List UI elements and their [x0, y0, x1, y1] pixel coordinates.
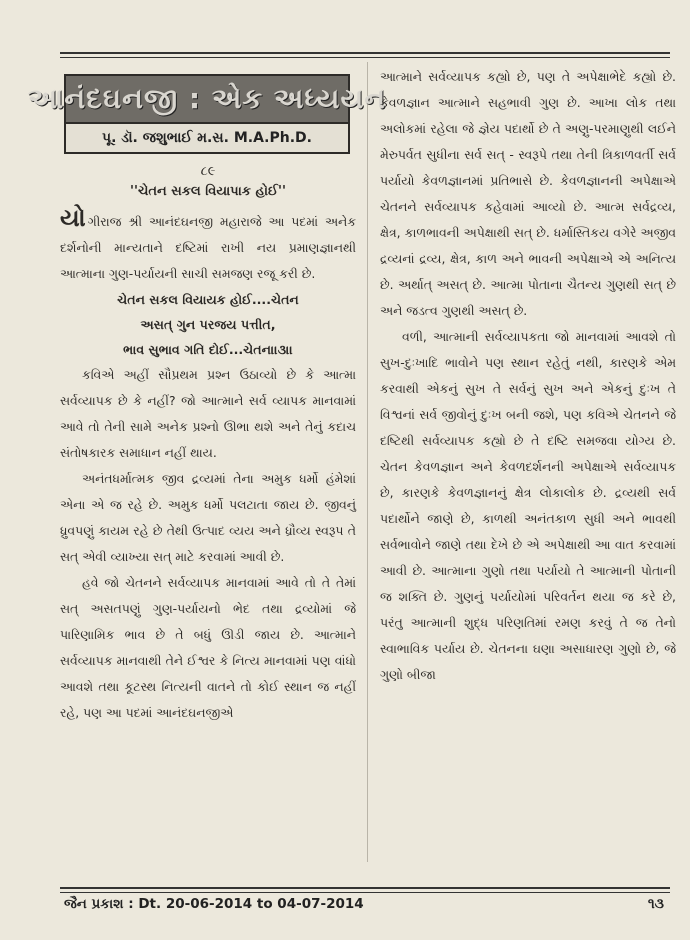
- right-column: [380, 64, 676, 688]
- paragraph-1: કવિએ અહીં સૌપ્રથમ પ્રશ્ન ઉઠાવ્યો છે કે આત્મા સર્વવ્યાપક છે કે નહીં? જો આત્માને સર્વ વ્યાપક માનવામાં આવે તો તેની સામે અનેક પ્રશ્નો ઊભા થશે અને તેનું કદાચ સંતોષકારક સમાધાન નહીં થાય.: [60, 367, 356, 460]
- paragraph-2: અનંતધર્માત્મક જીવ દ્રવ્યમાં તેના અમુક ધર્મો હંમેશાં એના એ જ રહે છે. અમુક ધર્મો પલટાતા જાય છે. જીવનું ધ્રુવપણું કાયમ રહે છે તેથી ઉત્પાદ વ્યય અને ધ્રૌવ્ય સ્વરૂપ તે સત્ એવી વ્યાખ્યા સત્ માટે કરવામાં આવી છે.: [60, 471, 356, 564]
- author-banner: [64, 124, 350, 154]
- left-column: [60, 162, 356, 726]
- drop-cap: યો: [60, 204, 86, 232]
- column-divider: [367, 62, 368, 862]
- verse-line-1: ચેતન સકલ વિયાયક હોઈ....ચેતન: [117, 292, 299, 307]
- verse-line-2: અસત્ ગુન પરજય પત્તીત,: [140, 317, 276, 332]
- article-number: ૮૯: [200, 164, 216, 179]
- paragraph-3: હવે જો ચેતનને સર્વવ્યાપક માનવામાં આવે તો તે તેમાં સત્ અસતપણું ગુણ-પર્યાયનો ભેદ તથા દ્રવ્યોમાં જે પારિણામિક ભાવ છે તે બધું ઊડી જાય છે. આત્માને સર્વવ્યાપક માનવાથી તેને ઈશ્વર કે નિત્ય માનવામાં પણ વાંધો આવશે તથા કૂટસ્થ નિત્યની વાતને તો કોઈ સ્થાન જ નહીં રહે, પણ આ પદમાં આનંદઘનજીએ: [60, 575, 356, 720]
- top-rule: [60, 52, 670, 58]
- publication-footer: જૈન પ્રકાશ : Dt. 20-06-2014 to 04-07-2014: [64, 896, 364, 912]
- intro-paragraph: [60, 204, 356, 287]
- page-title: આનંદઘનજી : એક અધ્યયન: [27, 82, 387, 115]
- paragraph-4: આત્માને સર્વવ્યાપક કહ્યો છે, પણ તે અપેક્ષાભેદે કહ્યો છે. કેવળજ્ઞાન આત્માને સહભાવી ગુણ છે. આખા લોક તથા અલોકમાં રહેલા જે જ્ઞેય પદાર્થો છે તે અણુ-પરમાણુથી લઈને મેરુપર્વત સુધીના સર્વ સત્ - સ્વરૂપે તથા તેની ત્રિકાળવર્તી સર્વ પર્યાયો કેવળજ્ઞાનમાં પ્રતિભાસે છે. કેવળજ્ઞાનની અપેક્ષાએ ચેતનને સર્વવ્યાપક કહેવામાં આવ્યો છે. આત્મ સર્વદ્રવ્ય, ક્ષેત્ર, કાળભાવની અપેક્ષાથી સત્ છે. ધર્માસ્તિકય વગેરે અજીવ દ્રવ્યનાં દ્રવ્ય, ક્ષેત્ર, કાળ અને ભાવની અપેક્ષાએ એ અનિત્ય છે. અર્થાત્ અસત્ છે. આત્મા પોતાના ચૈતન્ય ગુણથી સત્ છે અને જડત્વ ગુણથી અસત્ છે.: [380, 69, 676, 318]
- title-banner: [27, 74, 387, 124]
- page-number: ૧૩: [647, 896, 664, 912]
- article-subtitle: ''ચેતન સકલ વિયાપાક હોઈ'': [130, 184, 286, 199]
- paragraph-5: વળી, આત્માની સર્વવ્યાપકતા જો માનવામાં આવશે તો સુખ-દુઃખાદિ ભાવોને પણ સ્થાન રહેતું નથી, કારણકે એમ કરવાથી એકનું સુખ તે સર્વનું સુખ અને એકનું દુઃખ તે વિશ્વનાં સર્વ જીવોનું દુઃખ બની જશે, પણ કવિએ ચેતનને જે દષ્ટિથી સર્વવ્યાપક કહ્યો છે તે દષ્ટિ સમજવા યોગ્ય છે. ચેતન કેવળજ્ઞાન અને કેવળદર્શનની અપેક્ષાએ સર્વવ્યાપક છે, કારણકે કેવળજ્ઞાનનું ક્ષેત્ર લોકાલોક છે. દ્રવ્યથી સર્વ પદાર્થોને જાણે છે, કાળથી અનંતકાળ સુધી અને ભાવથી સર્વભાવોને જાણે તથા દેખે છે એ અપેક્ષાથી આ વાત કરવામાં આવી છે. આત્માના ગુણો તથા પર્યાયો તે આત્માની પોતાની જ શક્તિ છે. ગુણનું પર્યાયોમાં પરિવર્તન થયા જ કરે છે, પરંતુ આત્માની શુદ્ધ પરિણતિમાં રમણ કરવું તે જ તેનો સ્વાભાવિક પર્યાય છે. ચેતનના ઘણા અસાધારણ ગુણો છે, જે ગુણો બીજા: [380, 329, 676, 682]
- author-name: પૂ. ડૉ. જશુભાઈ મ.સ. M.A.Ph.D.: [101, 130, 312, 146]
- intro-text: ગીરાજ શ્રી આનંદઘનજી મહારાજે આ પદમાં અનેક દર્શનોની માન્યતાને દષ્ટિમાં રાખી નય પ્રમાણજ્ઞાનથી આત્માના ગુણ-પર્યાયની સાચી સમજણ રજૂ કરી છે.: [60, 214, 356, 281]
- bottom-rule: [60, 887, 670, 893]
- verse-line-3: ભાવ સુભાવ ગતિ દોઈ...ચેતન।।૩।।: [123, 342, 293, 357]
